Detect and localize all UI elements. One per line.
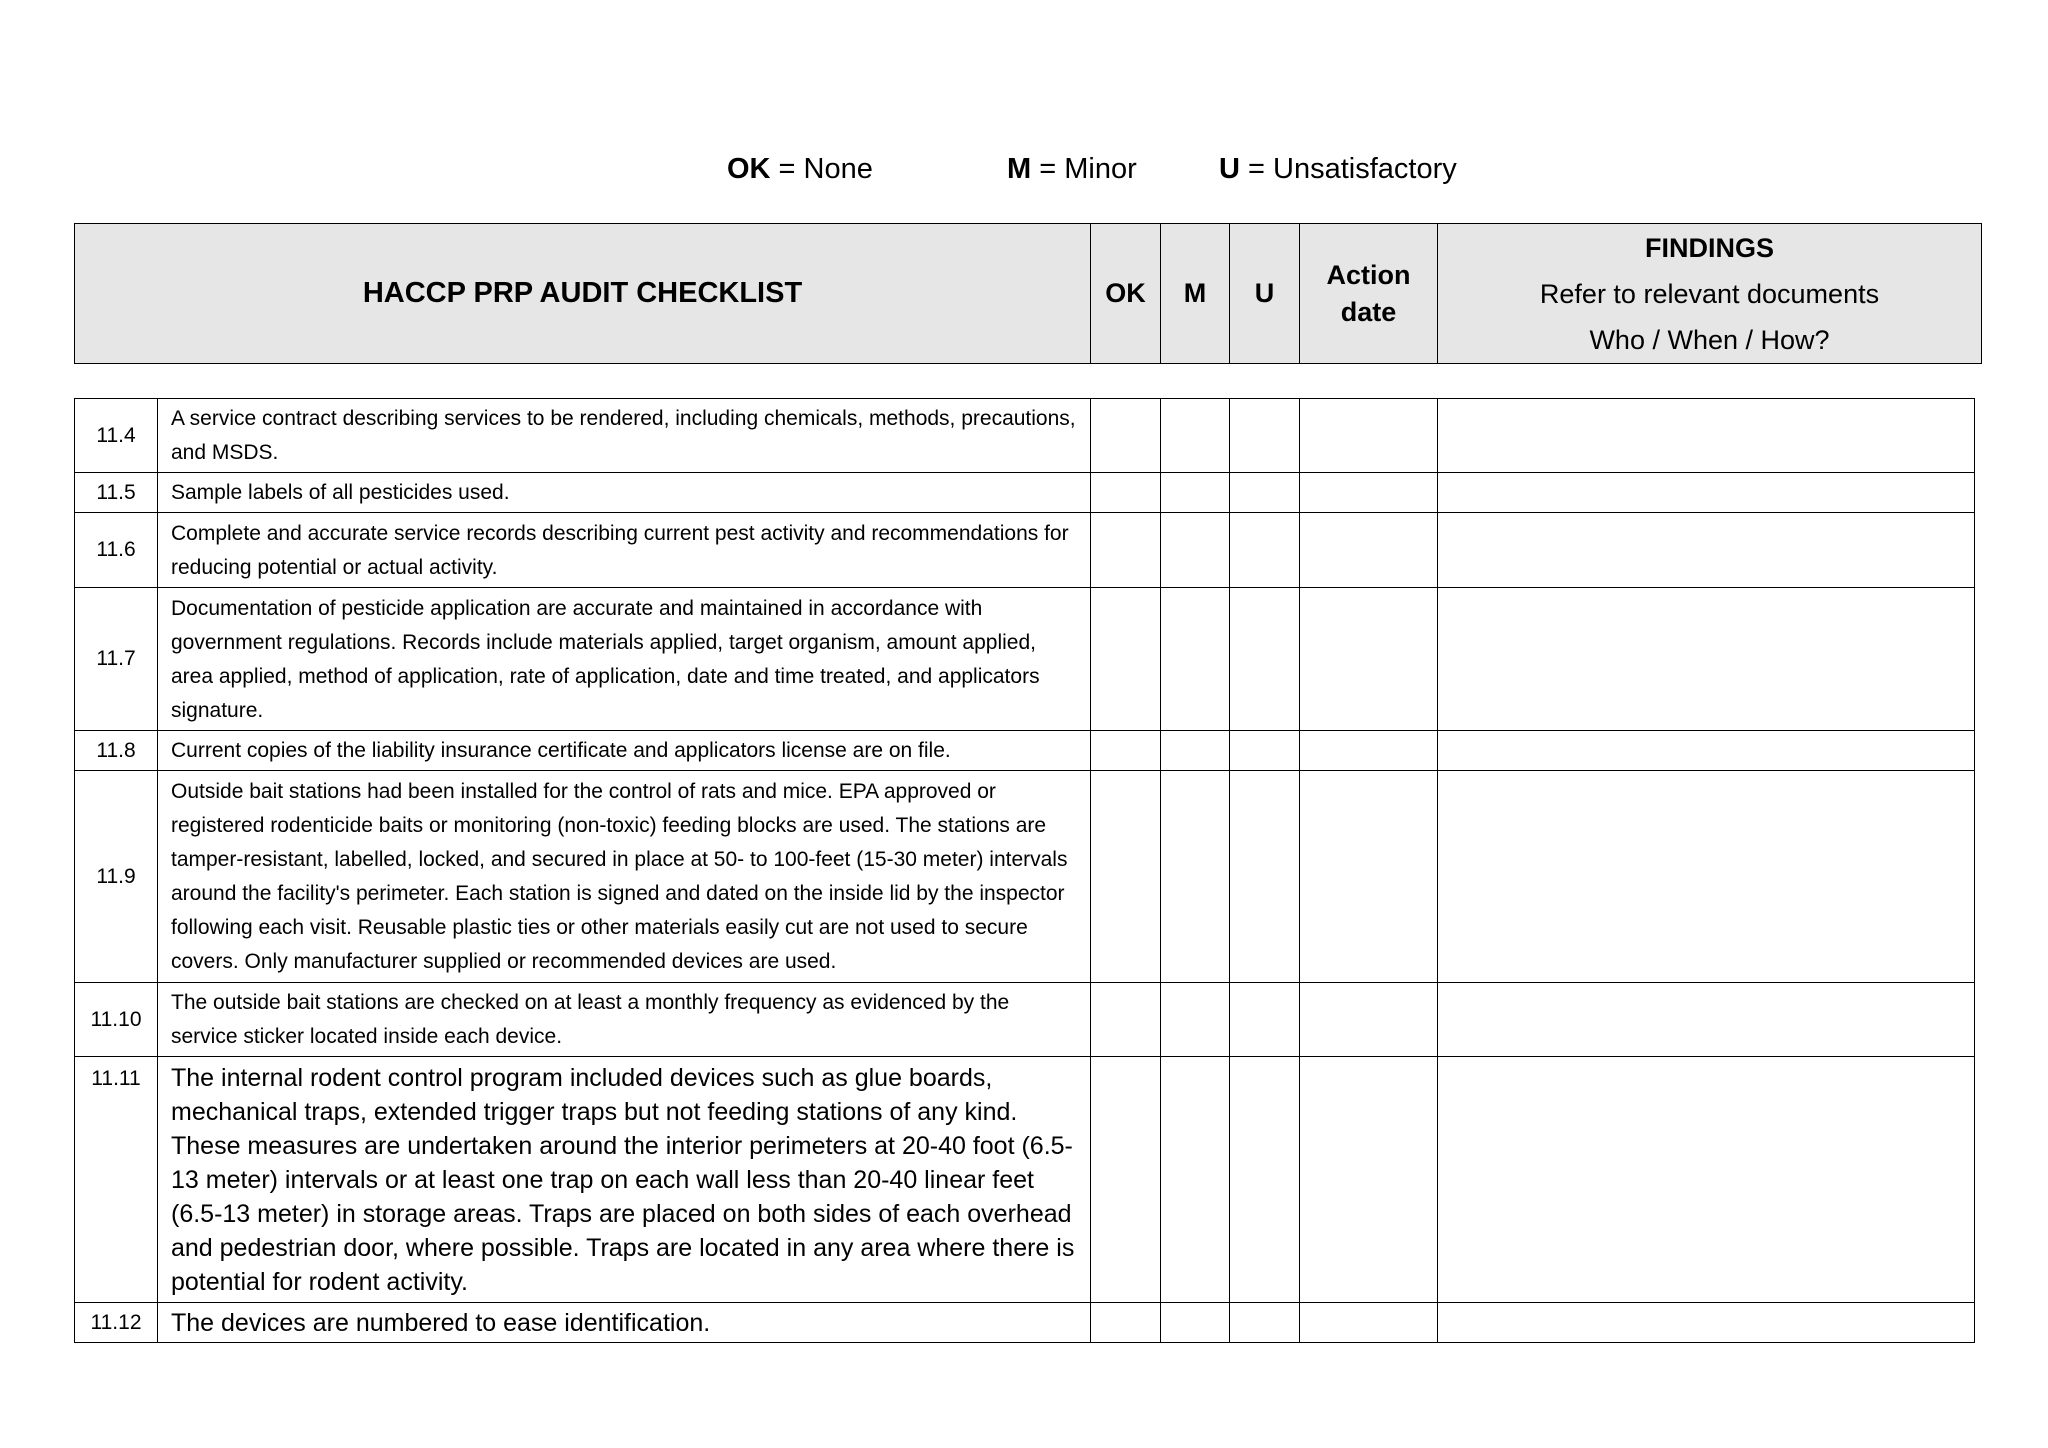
item-description: The outside bait stations are checked on at least a monthly frequency as evidenced by the service sticker located inside each device. (158, 983, 1091, 1057)
unsatisfactory-cell[interactable] (1230, 1303, 1300, 1343)
minor-cell[interactable] (1161, 588, 1230, 731)
minor-cell[interactable] (1161, 399, 1230, 473)
item-number: 11.8 (75, 731, 158, 771)
item-description: Outside bait stations had been installed for the control of rats and mice. EPA approved or registered rodenticide baits or monitoring (non-toxic) feeding blocks are used. The stations are tamper-resistant, labelled, locked, and secured in place at 50- to 100-feet (15-30 meter) intervals around the facility's perimeter. Each station is signed and dated on the inside lid by the inspector following each visit. Reusable plastic ties or other materials easily cut are not used to secure covers. Only manufacturer supplied or recommended devices are used. (158, 771, 1091, 983)
minor-cell[interactable] (1161, 771, 1230, 983)
legend-minor: M = Minor (1007, 153, 1137, 185)
item-number: 11.7 (75, 588, 158, 731)
item-number: 11.12 (75, 1303, 158, 1343)
minor-cell[interactable] (1161, 513, 1230, 588)
action-date-cell[interactable] (1300, 983, 1438, 1057)
action-date-cell[interactable] (1300, 771, 1438, 983)
table-row (75, 473, 1975, 513)
ok-cell[interactable] (1091, 588, 1161, 731)
ok-cell[interactable] (1091, 473, 1161, 513)
table-row (75, 513, 1975, 588)
minor-cell[interactable] (1161, 983, 1230, 1057)
ok-cell[interactable] (1091, 513, 1161, 588)
findings-cell[interactable] (1438, 1057, 1975, 1303)
unsatisfactory-cell[interactable] (1230, 1057, 1300, 1303)
ok-cell[interactable] (1091, 771, 1161, 983)
item-number: 11.5 (75, 473, 158, 513)
findings-cell[interactable] (1438, 983, 1975, 1057)
item-description: The internal rodent control program included devices such as glue boards, mechanical traps, extended trigger traps but not feeding stations of any kind. These measures are undertaken around the interior perimeters at 20-40 foot (6.5-13 meter) intervals or at least one trap on each wall less than 20-40 linear feet (6.5-13 meter) in storage areas. Traps are placed on both sides of each overhead and pedestrian door, where possible. Traps are located in any area where there is potential for rodent activity. (158, 1057, 1091, 1303)
checklist-title: HACCP PRP AUDIT CHECKLIST (75, 224, 1091, 364)
action-date-cell[interactable] (1300, 588, 1438, 731)
table-row (75, 588, 1975, 731)
findings-cell[interactable] (1438, 588, 1975, 731)
table-row (75, 1303, 1975, 1343)
minor-cell[interactable] (1161, 1057, 1230, 1303)
rating-legend (0, 153, 2048, 193)
item-description: Complete and accurate service records describing current pest activity and recommendations for reducing potential or actual activity. (158, 513, 1091, 588)
legend-unsatisfactory: U = Unsatisfactory (1219, 153, 1457, 185)
action-date-cell[interactable] (1300, 1057, 1438, 1303)
item-description: Current copies of the liability insurance certificate and applicators license are on file. (158, 731, 1091, 771)
ok-cell[interactable] (1091, 399, 1161, 473)
action-date-cell[interactable] (1300, 513, 1438, 588)
action-date-cell[interactable] (1300, 1303, 1438, 1343)
item-number: 11.4 (75, 399, 158, 473)
legend-ok: OK = None (727, 153, 873, 185)
item-description: Sample labels of all pesticides used. (158, 473, 1091, 513)
header-unsatisfactory: U (1230, 224, 1300, 364)
unsatisfactory-cell[interactable] (1230, 588, 1300, 731)
item-number: 11.6 (75, 513, 158, 588)
item-description: A service contract describing services to be rendered, including chemicals, methods, precautions, and MSDS. (158, 399, 1091, 473)
unsatisfactory-cell[interactable] (1230, 983, 1300, 1057)
findings-cell[interactable] (1438, 399, 1975, 473)
unsatisfactory-cell[interactable] (1230, 399, 1300, 473)
item-number: 11.10 (75, 983, 158, 1057)
table-row (75, 771, 1975, 983)
action-date-cell[interactable] (1300, 473, 1438, 513)
unsatisfactory-cell[interactable] (1230, 771, 1300, 983)
table-row (75, 983, 1975, 1057)
item-description: Documentation of pesticide application are accurate and maintained in accordance with government regulations. Records include materials applied, target organism, amount applied, area applied, method of application, rate of application, date and time treated, and applicators signature. (158, 588, 1091, 731)
header-ok: OK (1091, 224, 1161, 364)
ok-cell[interactable] (1091, 983, 1161, 1057)
header-findings: FINDINGS Refer to relevant documents Who / When / How? (1438, 224, 1982, 364)
unsatisfactory-cell[interactable] (1230, 731, 1300, 771)
checklist-table (74, 398, 1975, 1343)
table-row (75, 731, 1975, 771)
unsatisfactory-cell[interactable] (1230, 513, 1300, 588)
header-action-date: Action date (1300, 224, 1438, 364)
item-number: 11.9 (75, 771, 158, 983)
header-minor: M (1161, 224, 1230, 364)
unsatisfactory-cell[interactable] (1230, 473, 1300, 513)
table-row (75, 1057, 1975, 1303)
findings-cell[interactable] (1438, 473, 1975, 513)
ok-cell[interactable] (1091, 731, 1161, 771)
findings-cell[interactable] (1438, 1303, 1975, 1343)
ok-cell[interactable] (1091, 1057, 1161, 1303)
checklist-header (74, 223, 1982, 364)
minor-cell[interactable] (1161, 1303, 1230, 1343)
item-description: The devices are numbered to ease identification. (158, 1303, 1091, 1343)
minor-cell[interactable] (1161, 731, 1230, 771)
findings-cell[interactable] (1438, 771, 1975, 983)
minor-cell[interactable] (1161, 473, 1230, 513)
findings-cell[interactable] (1438, 513, 1975, 588)
findings-cell[interactable] (1438, 731, 1975, 771)
action-date-cell[interactable] (1300, 399, 1438, 473)
action-date-cell[interactable] (1300, 731, 1438, 771)
item-number: 11.11 (75, 1057, 158, 1303)
ok-cell[interactable] (1091, 1303, 1161, 1343)
table-row (75, 399, 1975, 473)
